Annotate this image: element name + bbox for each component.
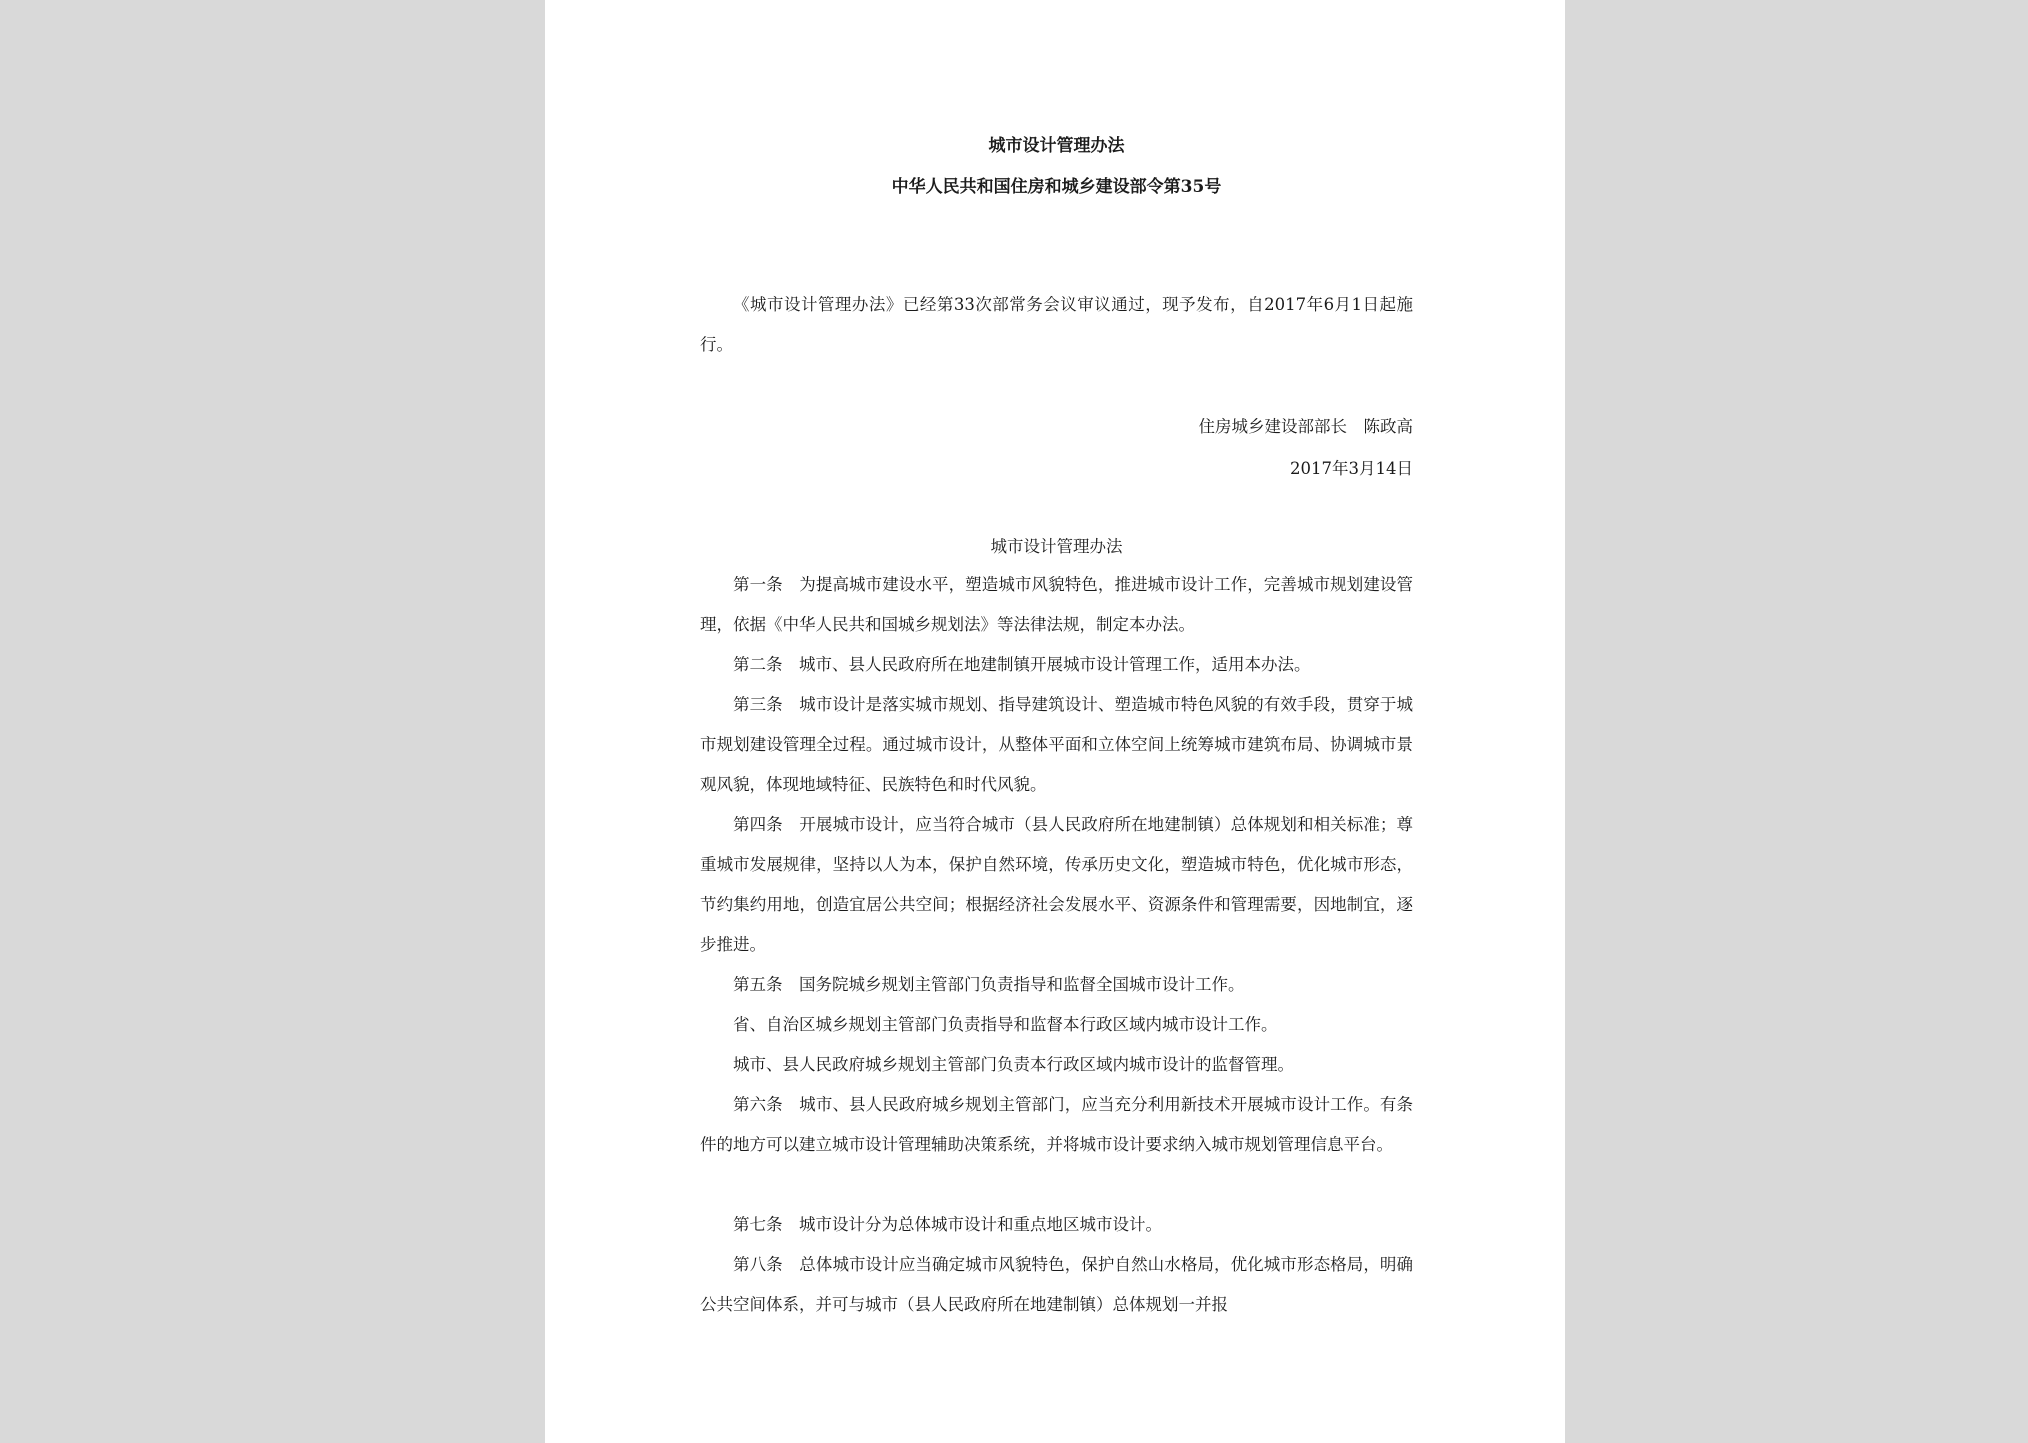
intro-paragraph: 《城市设计管理办法》已经第33次部常务会议审议通过，现予发布，自2017年6月1日起施行。 (700, 295, 1413, 354)
article-1 (700, 565, 1413, 645)
body-title: 城市设计管理办法 (990, 537, 1123, 556)
article-text: 城市、县人民政府城乡规划主管部门负责本行政区域内城市设计的监督管理。 (733, 1055, 1294, 1074)
article-label: 第三条 (733, 695, 783, 714)
document-page (545, 0, 1565, 1443)
article-text: 省、自治区城乡规划主管部门负责指导和监督本行政区域内城市设计工作。 (733, 1015, 1278, 1034)
article-8 (700, 1245, 1413, 1325)
signing-date: 2017年3月14日 (1290, 459, 1413, 478)
signatory: 住房城乡建设部部长 陈政高 (1198, 417, 1413, 436)
article-label: 第四条 (733, 815, 783, 834)
article-text: 城市、县人民政府城乡规划主管部门，应当充分利用新技术开展城市设计工作。有条件的地方可以建立城市设计管理辅助决策系统，并将城市设计要求纳入城市规划管理信息平台。 (700, 1095, 1414, 1154)
article-label: 第五条 (733, 975, 783, 994)
order-line: 中华人民共和国住房和城乡建设部令第35号 (891, 177, 1222, 197)
article-6 (700, 1085, 1413, 1165)
article-7 (700, 1205, 1413, 1245)
article-5-paragraph-3 (700, 1045, 1413, 1085)
article-label: 第八条 (733, 1255, 783, 1274)
article-text: 国务院城乡规划主管部门负责指导和监督全国城市设计工作。 (799, 975, 1245, 994)
article-3 (700, 685, 1413, 805)
article-text: 城市设计是落实城市规划、指导建筑设计、塑造城市特色风貌的有效手段，贯穿于城市规划建设管理全过程。通过城市设计，从整体平面和立体空间上统筹城市建筑布局、协调城市景观风貌，体现地域特征、民族特色和时代风貌。 (700, 695, 1414, 794)
article-2 (700, 645, 1413, 685)
article-label: 第七条 (733, 1215, 783, 1234)
article-text: 总体城市设计应当确定城市风貌特色，保护自然山水格局，优化城市形态格局，明确公共空间体系，并可与城市（县人民政府所在地建制镇）总体规划一并报 (700, 1255, 1414, 1314)
article-4 (700, 805, 1413, 965)
article-label: 第六条 (733, 1095, 783, 1114)
article-text: 开展城市设计，应当符合城市（县人民政府所在地建制镇）总体规划和相关标准；尊重城市发展规律，坚持以人为本，保护自然环境，传承历史文化，塑造城市特色，优化城市形态，节约集约用地，创造宜居公共空间；根据经济社会发展水平、资源条件和管理需要，因地制宜，逐步推进。 (700, 815, 1414, 954)
article-label: 第一条 (733, 575, 783, 594)
article-label: 第二条 (733, 655, 783, 674)
article-text: 为提高城市建设水平，塑造城市风貌特色，推进城市设计工作，完善城市规划建设管理，依据《中华人民共和国城乡规划法》等法律法规，制定本办法。 (700, 575, 1414, 634)
article-5 (700, 965, 1413, 1005)
article-5-paragraph-2 (700, 1005, 1413, 1045)
document-title: 城市设计管理办法 (988, 136, 1125, 156)
article-text: 城市设计分为总体城市设计和重点地区城市设计。 (799, 1215, 1162, 1234)
article-text: 城市、县人民政府所在地建制镇开展城市设计管理工作，适用本办法。 (799, 655, 1311, 674)
